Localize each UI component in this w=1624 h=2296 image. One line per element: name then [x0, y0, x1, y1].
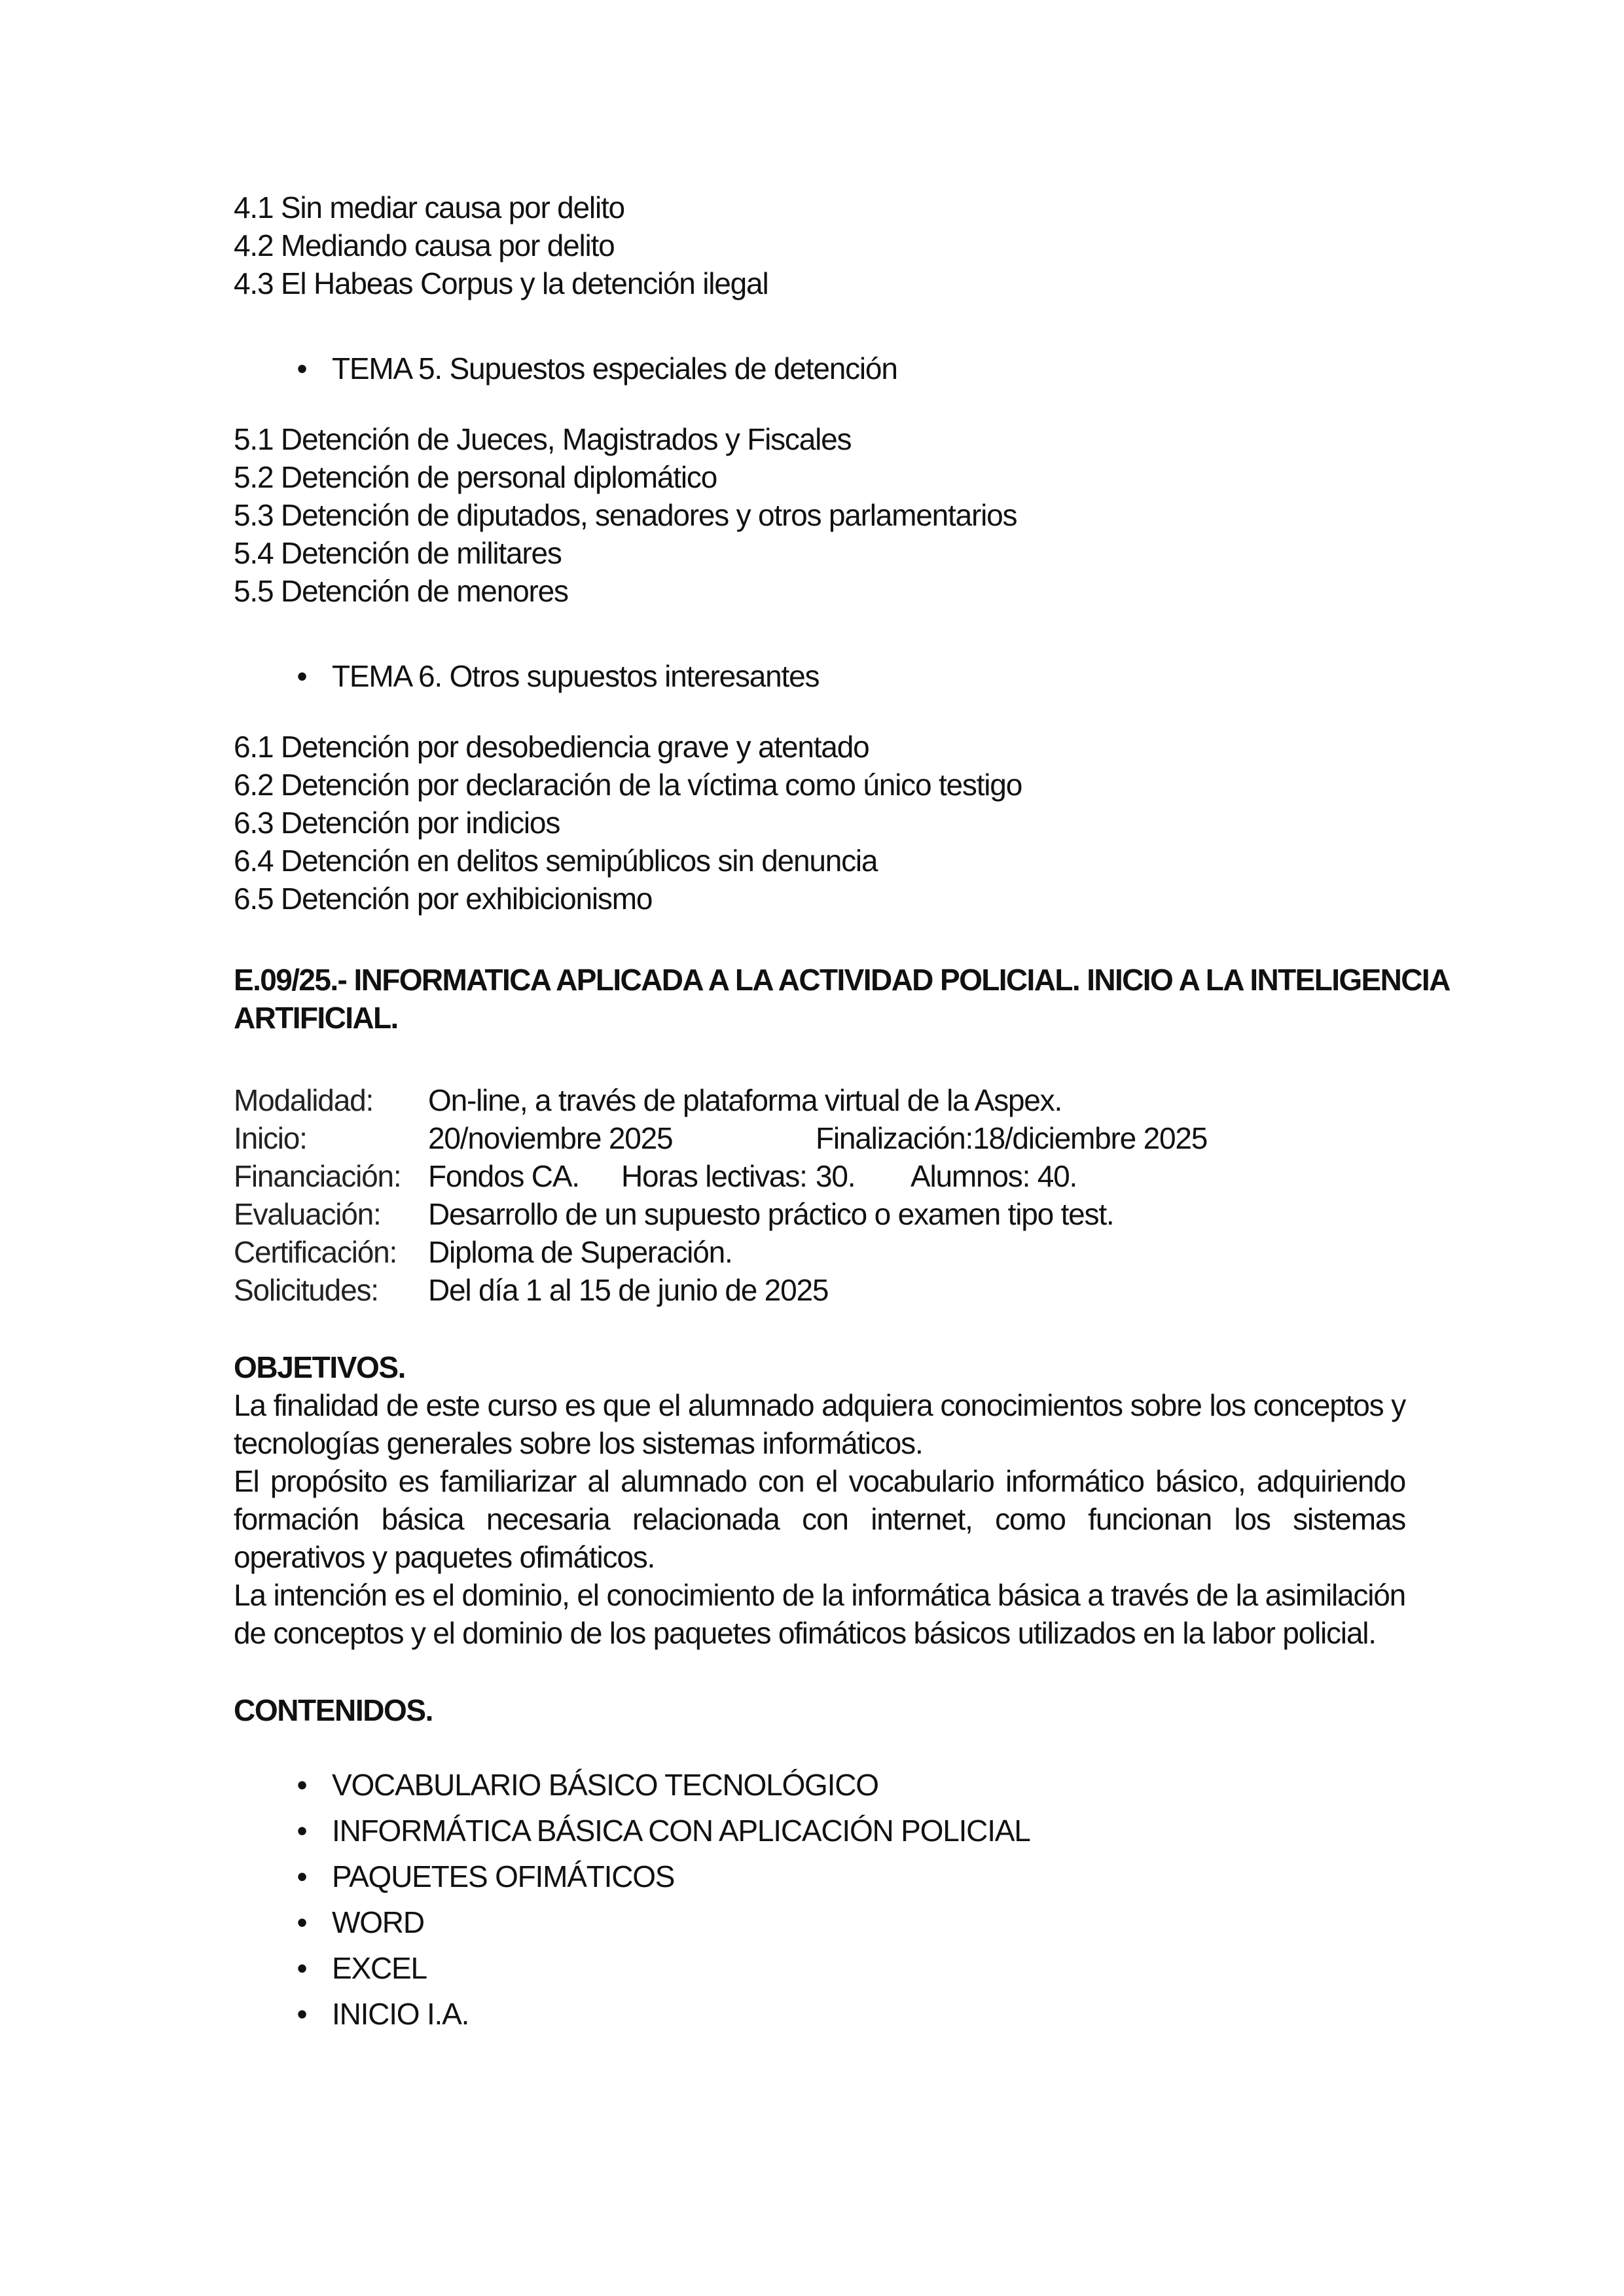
bullet-icon: •	[297, 1997, 307, 2031]
meta-inicio	[234, 1119, 1405, 1157]
contenidos-section	[234, 1691, 1405, 2041]
meta-financiacion	[234, 1157, 1405, 1195]
bullet-icon: •	[297, 1905, 307, 1939]
tema-title: TEMA 6. Otros supuestos interesantes	[332, 659, 820, 693]
paragraph: El propósito es familiarizar al alumnado con el vocabulario informático básico, adquiriendo formación básica necesaria relacionada con internet, como funcionan los sistemas operativos y paquetes ofimáticos.	[234, 1464, 1405, 1574]
list-item: 6.4 Detención en delitos semipúblicos sin denuncia	[234, 844, 878, 878]
meta-label: Inicio:	[234, 1121, 307, 1155]
meta-evaluacion	[234, 1195, 1405, 1233]
meta-horas-label: Horas lectivas:	[621, 1159, 807, 1193]
meta-label: Evaluación:	[234, 1197, 381, 1231]
contenidos-list	[234, 1766, 1405, 2041]
tema-6-heading	[234, 657, 1405, 695]
list-item	[234, 1857, 1405, 1903]
course-heading	[234, 961, 1450, 1037]
tema-6-list	[234, 728, 1405, 918]
list-item: 5.2 Detención de personal diplomático	[234, 460, 717, 494]
list-item	[234, 1766, 1405, 1812]
list-item: 5.4 Detención de militares	[234, 536, 562, 570]
section-heading: CONTENIDOS.	[234, 1693, 433, 1727]
bullet-icon: •	[297, 1768, 307, 1802]
objetivos-section	[234, 1348, 1405, 1652]
page-content	[234, 188, 1450, 2041]
meta-alumnos: Alumnos: 40.	[911, 1159, 1077, 1193]
list-item	[234, 1812, 1405, 1857]
list-item	[234, 1995, 1405, 2041]
course-meta	[234, 1081, 1405, 1309]
list-item-text: INFORMÁTICA BÁSICA CON APLICACIÓN POLICIAL	[332, 1814, 1030, 1848]
bullet-icon: •	[297, 1814, 307, 1848]
meta-label: Financiación:	[234, 1159, 401, 1193]
section-heading: OBJETIVOS.	[234, 1350, 406, 1384]
list-item: 6.1 Detención por desobediencia grave y atentado	[234, 730, 869, 764]
meta-value: Del día 1 al 15 de junio de 2025	[428, 1273, 829, 1307]
meta-value: 20/noviembre 2025	[428, 1121, 673, 1155]
list-item: 4.2 Mediando causa por delito	[234, 228, 615, 262]
list-item: 6.5 Detención por exhibicionismo	[234, 882, 653, 916]
bullet-icon: •	[297, 659, 307, 693]
list-item-text: WORD	[332, 1905, 424, 1939]
list-item: 6.3 Detención por indicios	[234, 806, 560, 840]
list-item-text: INICIO I.A.	[332, 1997, 469, 2031]
list-item-text: EXCEL	[332, 1951, 427, 1985]
list-item: 5.5 Detención de menores	[234, 574, 568, 608]
list-item: 5.3 Detención de diputados, senadores y otros parlamentarios	[234, 498, 1017, 532]
bullet-icon: •	[297, 1859, 307, 1893]
list-item-text: PAQUETES OFIMÁTICOS	[332, 1859, 675, 1893]
meta-value: Diploma de Superación.	[428, 1235, 732, 1269]
meta-value: Fondos CA.	[428, 1159, 579, 1193]
list-item: 5.1 Detención de Jueces, Magistrados y Fiscales	[234, 422, 852, 456]
list-item	[234, 1949, 1405, 1995]
list-item: 6.2 Detención por declaración de la víctima como único testigo	[234, 768, 1022, 802]
bullet-icon: •	[297, 351, 307, 386]
meta-certificacion	[234, 1233, 1405, 1271]
bullet-icon: •	[297, 1951, 307, 1985]
meta-label: Certificación:	[234, 1235, 397, 1269]
tema-5-list	[234, 420, 1405, 610]
paragraph: La intención es el dominio, el conocimiento de la informática básica a través de la asimilación de conceptos y el dominio de los paquetes ofimáticos básicos utilizados en la labor policial.	[234, 1578, 1405, 1650]
meta-horas-value: 30.	[816, 1159, 856, 1193]
list-item: 4.3 El Habeas Corpus y la detención ilegal	[234, 266, 768, 300]
meta-value: Desarrollo de un supuesto práctico o examen tipo test.	[428, 1197, 1114, 1231]
list-item	[234, 1903, 1405, 1949]
meta-label: Modalidad:	[234, 1083, 374, 1117]
meta-label: Solicitudes:	[234, 1273, 378, 1307]
list-item: 4.1 Sin mediar causa por delito	[234, 190, 624, 224]
course-heading-line: E.09/25.- INFORMATICA APLICADA A LA ACTIVIDAD POLICIAL. INICIO A LA INTELIGENCIA	[234, 963, 1450, 997]
meta-solicitudes	[234, 1271, 1405, 1309]
course-heading-line: ARTIFICIAL.	[234, 1001, 398, 1035]
section-4-list	[234, 188, 1405, 302]
meta-value: On-line, a través de plataforma virtual de la Aspex.	[428, 1083, 1062, 1117]
paragraph: La finalidad de este curso es que el alumnado adquiera conocimientos sobre los conceptos y tecnologías generales sobre los sistemas informáticos.	[234, 1388, 1405, 1460]
meta-modalidad	[234, 1081, 1405, 1119]
tema-5-heading	[234, 350, 1405, 387]
tema-title: TEMA 5. Supuestos especiales de detención	[332, 351, 897, 386]
meta-finalizacion: Finalización:18/diciembre 2025	[816, 1121, 1208, 1155]
list-item-text: VOCABULARIO BÁSICO TECNOLÓGICO	[332, 1768, 878, 1802]
